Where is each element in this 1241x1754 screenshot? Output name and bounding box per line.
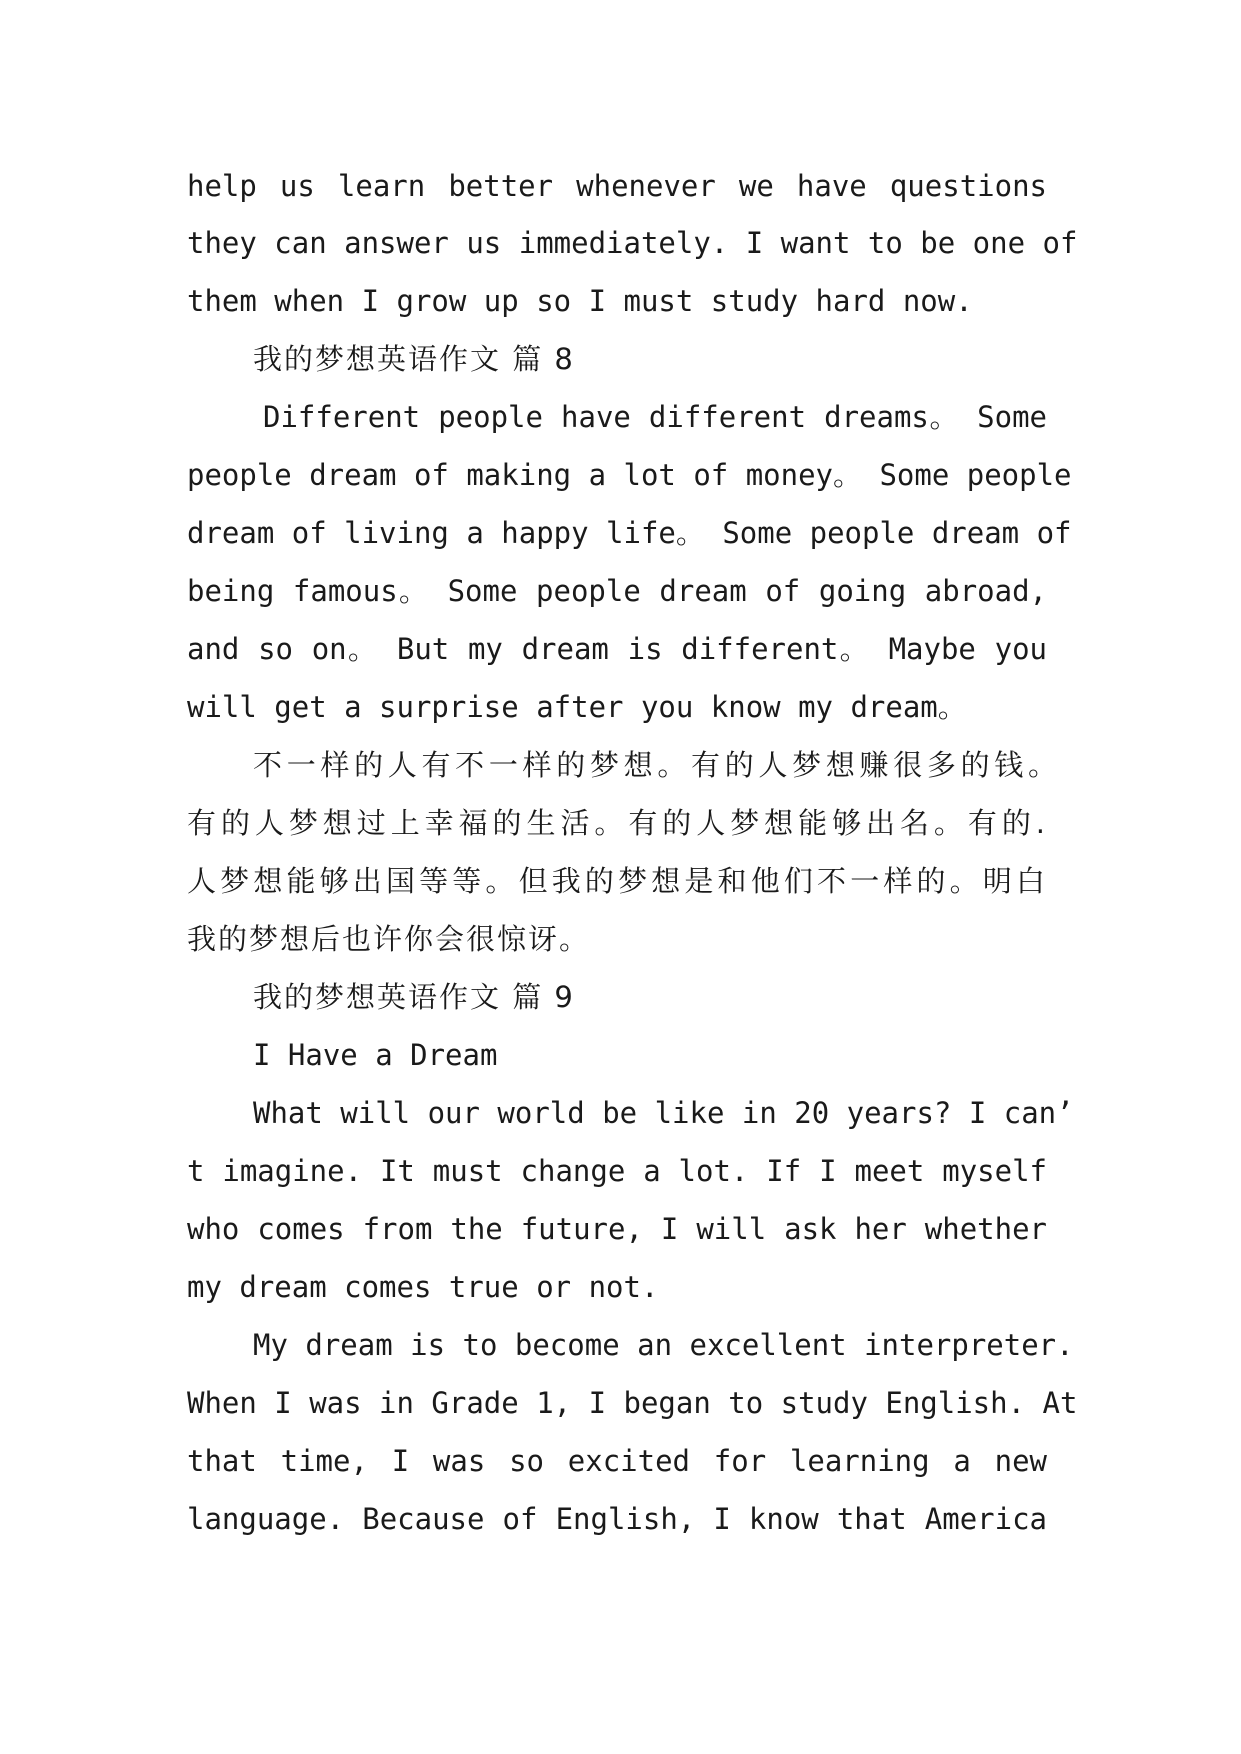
text-line: they can answer us immediately. I want to be one of <box>187 226 1078 260</box>
text-line-chinese: 我的梦想后也许你会很惊讶。 <box>187 922 591 956</box>
text-line: language. Because of English, I know that America <box>187 1502 1047 1536</box>
text-line: When I was in Grade 1, I began to study English. At <box>187 1386 1078 1420</box>
text-line: that time, I was so excited for learning a new <box>187 1444 1047 1478</box>
text-line: Different people have different dreams。 Some <box>263 400 1047 434</box>
text-line: them when I grow up so I must study hard now. <box>187 284 973 318</box>
text-line: t imagine. It must change a lot. If I meet myself <box>187 1154 1047 1188</box>
text-line: What will our world be like in 20 years? I can’ <box>253 1096 1074 1130</box>
text-line-chinese: 有的人梦想过上幸福的生活。有的人梦想能够出名。有的. <box>187 806 1047 840</box>
essay-title: I Have a Dream <box>253 1038 498 1072</box>
text-line: My dream is to become an excellent interpreter. <box>253 1328 1074 1362</box>
text-line-chinese: 不一样的人有不一样的梦想。有的人梦想赚很多的钱。 <box>253 748 1059 782</box>
text-line: dream of living a happy life。 Some people dream of <box>187 516 1072 550</box>
text-line-chinese: 人梦想能够出国等等。但我的梦想是和他们不一样的。明白 <box>187 864 1047 898</box>
text-line: and so on。 But my dream is different。 Maybe you <box>187 632 1047 666</box>
section-heading: 我的梦想英语作文 篇 8 <box>253 342 575 376</box>
text-line: help us learn better whenever we have questions <box>187 169 1047 203</box>
section-heading: 我的梦想英语作文 篇 9 <box>253 980 575 1014</box>
text-line: who comes from the future, I will ask her whether <box>187 1212 1047 1246</box>
text-line: being famous。 Some people dream of going abroad, <box>187 574 1047 608</box>
text-line: my dream comes true or not. <box>187 1270 659 1304</box>
text-line: will get a surprise after you know my dream。 <box>187 690 967 724</box>
text-line: people dream of making a lot of money。 Some people <box>187 458 1072 492</box>
